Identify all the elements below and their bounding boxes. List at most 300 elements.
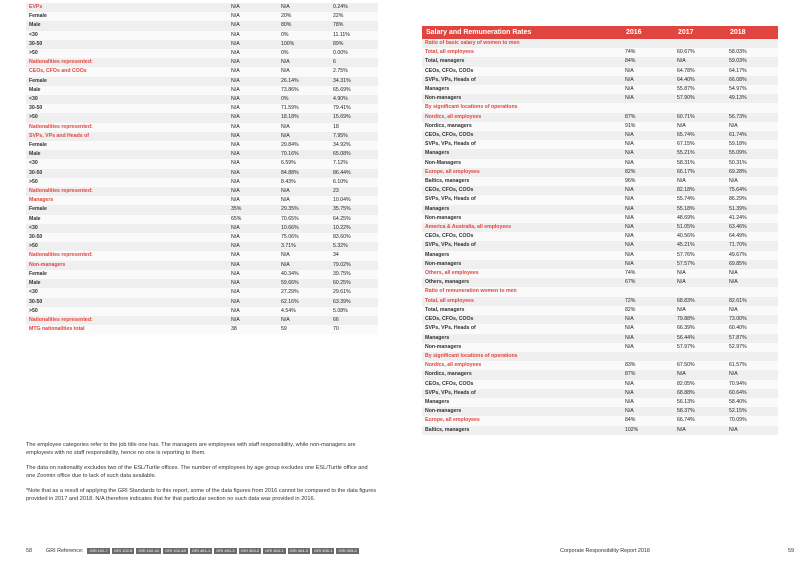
value-2017: 64.78% <box>674 67 726 76</box>
value-2017 <box>674 39 726 48</box>
value-2017: N/A <box>674 177 726 186</box>
row-label: SVPs, VPs and Heads of <box>26 132 228 141</box>
value-2018: 63.39% <box>330 298 378 307</box>
table-row <box>26 141 378 150</box>
left-footer <box>26 548 361 554</box>
value-2018: 0.00% <box>330 49 378 58</box>
value-2017: 64.40% <box>674 76 726 85</box>
table-row <box>26 49 378 58</box>
table-row <box>422 94 778 103</box>
table-row <box>422 39 778 48</box>
row-label: Baltics, managers <box>422 426 622 435</box>
value-2018: 5.08% <box>330 307 378 316</box>
value-2016: N/A <box>228 224 278 233</box>
value-2018: 79.02% <box>330 261 378 270</box>
value-2017: 29.84% <box>278 141 330 150</box>
value-2018: 65.69% <box>330 86 378 95</box>
value-2017: 10.66% <box>278 224 330 233</box>
value-2016: 87% <box>622 370 674 379</box>
row-label: Ratio of basic salary of women to men <box>422 39 622 48</box>
row-label: Female <box>26 12 228 21</box>
row-label: Managers <box>422 251 622 260</box>
row-label: By significant locations of operations <box>422 103 622 112</box>
table-row <box>26 233 378 242</box>
notes <box>26 441 378 510</box>
value-2017: 82.05% <box>674 380 726 389</box>
value-2017: 100% <box>278 40 330 49</box>
table-row <box>26 86 378 95</box>
header-2016: 2016 <box>622 26 674 39</box>
table-row <box>26 325 378 334</box>
value-2017: 68.83% <box>674 297 726 306</box>
table-row <box>422 315 778 324</box>
value-2018: 0.24% <box>330 3 378 12</box>
value-2016: N/A <box>622 389 674 398</box>
value-2017: 80% <box>278 21 330 30</box>
value-2018: 18 <box>330 123 378 132</box>
row-label: Managers <box>422 85 622 94</box>
value-2018 <box>726 39 778 48</box>
table-row <box>26 132 378 141</box>
row-label: <30 <box>26 288 228 297</box>
value-2018: 52.15% <box>726 407 778 416</box>
value-2016: N/A <box>622 380 674 389</box>
table-row <box>26 21 378 30</box>
value-2018: 55.09% <box>726 149 778 158</box>
value-2018: 89% <box>330 40 378 49</box>
value-2018: 7.12% <box>330 159 378 168</box>
value-2018: N/A <box>726 177 778 186</box>
value-2017: 84.88% <box>278 169 330 178</box>
value-2017: 75.06% <box>278 233 330 242</box>
value-2018: 2.75% <box>330 67 378 76</box>
row-label: Europe, all employees <box>422 416 622 425</box>
value-2017: 6.59% <box>278 159 330 168</box>
value-2017: 27.29% <box>278 288 330 297</box>
left-page-number: 58 <box>26 548 32 554</box>
value-2017: 55.87% <box>674 85 726 94</box>
row-label: CEOs, CFOs, COOs <box>422 232 622 241</box>
row-label: Total, managers <box>422 306 622 315</box>
table-row <box>26 58 378 67</box>
value-2017: 56.44% <box>674 334 726 343</box>
table-row <box>26 187 378 196</box>
value-2017 <box>674 103 726 112</box>
value-2016: N/A <box>228 187 278 196</box>
table-row <box>422 57 778 66</box>
row-label: Managers <box>422 334 622 343</box>
value-2017: 57.97% <box>674 343 726 352</box>
value-2017: 62.16% <box>278 298 330 307</box>
row-label: Nordics, managers <box>422 122 622 131</box>
value-2018 <box>726 103 778 112</box>
table-row <box>422 214 778 223</box>
value-2016: N/A <box>228 150 278 159</box>
value-2017: 66.39% <box>674 324 726 333</box>
value-2016: N/A <box>622 131 674 140</box>
value-2018: 75.64% <box>726 186 778 195</box>
table-row <box>26 298 378 307</box>
row-label: Nationalities represented: <box>26 123 228 132</box>
value-2016: N/A <box>622 223 674 232</box>
value-2016: N/A <box>228 132 278 141</box>
table-row <box>422 334 778 343</box>
row-label: Non-managers <box>26 261 228 270</box>
row-label: >50 <box>26 113 228 122</box>
gri-tag: GRI 403-2 <box>240 548 260 553</box>
value-2017 <box>674 352 726 361</box>
row-label: Nordics, all employees <box>422 113 622 122</box>
table-row <box>422 223 778 232</box>
table-row <box>422 324 778 333</box>
value-2017: 29.35% <box>278 205 330 214</box>
row-label: <30 <box>26 31 228 40</box>
table-row <box>422 260 778 269</box>
value-2017: 65.74% <box>674 131 726 140</box>
value-2018: 60.40% <box>726 324 778 333</box>
value-2018: 34.92% <box>330 141 378 150</box>
value-2018: 34.31% <box>330 77 378 86</box>
value-2017: 73.86% <box>278 86 330 95</box>
row-label: Nationalities represented: <box>26 251 228 260</box>
value-2017: 57.90% <box>674 94 726 103</box>
table-row <box>26 12 378 21</box>
value-2017: 59.66% <box>278 279 330 288</box>
row-label: Male <box>26 150 228 159</box>
table-row <box>26 270 378 279</box>
value-2016: N/A <box>228 141 278 150</box>
value-2018: 6.10% <box>330 178 378 187</box>
value-2018: 51.39% <box>726 205 778 214</box>
value-2017: 79.88% <box>674 315 726 324</box>
gri-tag: GRI 102-41 <box>138 548 160 553</box>
value-2017 <box>674 287 726 296</box>
table-row <box>422 85 778 94</box>
table-row <box>422 297 778 306</box>
row-label: CEOs, CFOs, COOs <box>422 67 622 76</box>
value-2016: N/A <box>228 95 278 104</box>
row-label: Nordics, managers <box>422 370 622 379</box>
table-row <box>422 149 778 158</box>
table-row <box>26 123 378 132</box>
value-2018: 64.25% <box>330 215 378 224</box>
value-2017: 58.37% <box>674 407 726 416</box>
row-label: SVPs, VPs, Heads of <box>422 241 622 250</box>
row-label: <30 <box>26 95 228 104</box>
value-2018: 54.97% <box>726 85 778 94</box>
table-row <box>422 380 778 389</box>
gri-tag: GRI 102-48 <box>165 548 186 553</box>
value-2017: 82.18% <box>674 186 726 195</box>
value-2017: N/A <box>278 3 330 12</box>
table-row <box>422 370 778 379</box>
value-2016: N/A <box>228 3 278 12</box>
value-2018 <box>726 352 778 361</box>
table-row <box>422 48 778 57</box>
value-2016: N/A <box>622 407 674 416</box>
table-row <box>26 31 378 40</box>
table-row <box>422 76 778 85</box>
table-row <box>26 104 378 113</box>
gri-reference-label: GRI Reference: <box>46 548 84 554</box>
value-2018: 65.08% <box>330 150 378 159</box>
value-2016: 87% <box>622 113 674 122</box>
value-2016: 67% <box>622 278 674 287</box>
row-label: Total, all employees <box>422 48 622 57</box>
value-2018: 58.40% <box>726 398 778 407</box>
table-row <box>422 122 778 131</box>
value-2016: N/A <box>228 196 278 205</box>
value-2016: N/A <box>622 159 674 168</box>
value-2018: 41.24% <box>726 214 778 223</box>
value-2017: 48.69% <box>674 214 726 223</box>
value-2018: 70 <box>330 325 378 334</box>
row-label: Non-managers <box>422 343 622 352</box>
value-2018 <box>726 287 778 296</box>
value-2016: N/A <box>228 169 278 178</box>
table-row <box>422 241 778 250</box>
table-row <box>26 178 378 187</box>
value-2016: N/A <box>228 40 278 49</box>
value-2016: N/A <box>228 178 278 187</box>
value-2018: 5.32% <box>330 242 378 251</box>
value-2018: 6 <box>330 58 378 67</box>
value-2016: N/A <box>228 113 278 122</box>
value-2018: 71.70% <box>726 241 778 250</box>
value-2017: N/A <box>278 261 330 270</box>
row-label: 30-50 <box>26 298 228 307</box>
row-label: Others, all employees <box>422 269 622 278</box>
value-2017: 67.15% <box>674 140 726 149</box>
value-2018: 86.44% <box>330 169 378 178</box>
row-label: Nationalities represented: <box>26 316 228 325</box>
value-2016: N/A <box>228 49 278 58</box>
row-label: CEOs, CFOs, COOs <box>422 186 622 195</box>
value-2016: 82% <box>622 168 674 177</box>
table-row <box>26 95 378 104</box>
table-row <box>422 205 778 214</box>
gri-tag: GRI 102-7 <box>89 548 108 553</box>
table-row <box>26 205 378 214</box>
row-label: Male <box>26 215 228 224</box>
table-row <box>422 131 778 140</box>
table-row <box>26 77 378 86</box>
value-2018: 39.75% <box>330 270 378 279</box>
row-label: Female <box>26 205 228 214</box>
value-2016 <box>622 103 674 112</box>
value-2018: 49.67% <box>726 251 778 260</box>
table-row <box>422 140 778 149</box>
value-2016: 96% <box>622 177 674 186</box>
table-row <box>26 196 378 205</box>
row-label: Non-managers <box>422 260 622 269</box>
gri-tag: GRI 401-1 <box>191 548 211 553</box>
value-2018: 56.73% <box>726 113 778 122</box>
value-2017: 66.74% <box>674 416 726 425</box>
table-row <box>26 40 378 49</box>
value-2018: 60.64% <box>726 389 778 398</box>
gri-tag: GRI 401-3 <box>216 548 235 553</box>
value-2017: 67.50% <box>674 361 726 370</box>
row-label: >50 <box>26 178 228 187</box>
value-2017: 60.67% <box>674 48 726 57</box>
row-label: Non-Managers <box>422 159 622 168</box>
value-2018: 63.46% <box>726 223 778 232</box>
value-2018: 79.41% <box>330 104 378 113</box>
table-row <box>422 352 778 361</box>
value-2017: N/A <box>278 196 330 205</box>
value-2018: 29.61% <box>330 288 378 297</box>
value-2016: N/A <box>622 76 674 85</box>
table-row <box>422 306 778 315</box>
row-label: >50 <box>26 242 228 251</box>
row-label: Others, managers <box>422 278 622 287</box>
value-2018: 59.18% <box>726 140 778 149</box>
row-label: Baltics, managers <box>422 177 622 186</box>
value-2017: 4.54% <box>278 307 330 316</box>
value-2016: N/A <box>622 214 674 223</box>
row-label: Nationalities represented: <box>26 187 228 196</box>
value-2016: N/A <box>228 67 278 76</box>
value-2018: 59.03% <box>726 57 778 66</box>
value-2018: 86.29% <box>726 195 778 204</box>
value-2017: N/A <box>278 58 330 67</box>
value-2016: 38 <box>228 325 278 334</box>
row-label: 30-50 <box>26 104 228 113</box>
value-2017: 40.34% <box>278 270 330 279</box>
header-2018: 2018 <box>726 26 778 39</box>
note-employee-categories: The employee categories refer to the job title one has. The managers are employees with staff responsibility, while non-managers are employees with no staff responsibility, hence no one is reporting to them. <box>26 442 356 456</box>
value-2017: 55.74% <box>674 195 726 204</box>
value-2018: N/A <box>726 122 778 131</box>
value-2017: 58.31% <box>674 159 726 168</box>
value-2018: 83.60% <box>330 233 378 242</box>
table-row <box>26 169 378 178</box>
row-label: Male <box>26 21 228 30</box>
value-2016: N/A <box>228 12 278 21</box>
value-2018: 52.97% <box>726 343 778 352</box>
right-footer <box>560 548 794 554</box>
value-2018: 49.13% <box>726 94 778 103</box>
row-label: Non-managers <box>422 214 622 223</box>
value-2017: 60.71% <box>674 113 726 122</box>
row-label: MTG nationalities total <box>26 325 228 334</box>
table-row <box>422 278 778 287</box>
table-row <box>26 279 378 288</box>
gri-tag: GRI 404-1 <box>265 548 284 553</box>
table-row <box>26 224 378 233</box>
value-2016: 82% <box>622 306 674 315</box>
row-label: <30 <box>26 159 228 168</box>
value-2016 <box>622 39 674 48</box>
value-2016: N/A <box>622 241 674 250</box>
value-2016: N/A <box>622 398 674 407</box>
value-2018: 10.22% <box>330 224 378 233</box>
table-title: Salary and Remuneration Rates <box>422 26 622 39</box>
row-label: >50 <box>26 49 228 58</box>
value-2016: N/A <box>622 260 674 269</box>
row-label: SVPs, VPs, Heads of <box>422 76 622 85</box>
value-2018: N/A <box>726 278 778 287</box>
value-2018: 34 <box>330 251 378 260</box>
value-2016: N/A <box>622 67 674 76</box>
value-2016: N/A <box>228 298 278 307</box>
value-2017: N/A <box>674 278 726 287</box>
value-2016: N/A <box>228 270 278 279</box>
value-2018: 35.75% <box>330 205 378 214</box>
table-row <box>26 67 378 76</box>
value-2017: 55.21% <box>674 149 726 158</box>
value-2017: 26.14% <box>278 77 330 86</box>
table-row <box>26 316 378 325</box>
table-row <box>422 232 778 241</box>
value-2016: N/A <box>228 123 278 132</box>
value-2016: N/A <box>622 232 674 241</box>
row-label: Managers <box>422 149 622 158</box>
row-label: Male <box>26 86 228 95</box>
value-2018: 73.00% <box>726 315 778 324</box>
table-row <box>422 177 778 186</box>
table-row <box>422 398 778 407</box>
value-2018: 66.08% <box>726 76 778 85</box>
value-2018: N/A <box>726 370 778 379</box>
value-2018: N/A <box>726 306 778 315</box>
row-label: SVPs, VPs, Heads of <box>422 389 622 398</box>
table-row <box>26 261 378 270</box>
value-2016: N/A <box>228 261 278 270</box>
row-label: Nordics, all employees <box>422 361 622 370</box>
workforce-diversity-table <box>26 3 378 334</box>
table-row <box>422 389 778 398</box>
table-row <box>422 416 778 425</box>
value-2018: 69.85% <box>726 260 778 269</box>
value-2016: N/A <box>228 77 278 86</box>
row-label: Female <box>26 77 228 86</box>
value-2018: 70.09% <box>726 416 778 425</box>
row-label: CEOs, CFOs, COOs <box>422 315 622 324</box>
value-2018: 23 <box>330 187 378 196</box>
row-label: Ratio of remuneration women to men <box>422 287 622 296</box>
row-label: 30-50 <box>26 40 228 49</box>
value-2016: N/A <box>228 21 278 30</box>
value-2018: 58.03% <box>726 48 778 57</box>
value-2018: 69.28% <box>726 168 778 177</box>
value-2016: 102% <box>622 426 674 435</box>
value-2016: N/A <box>622 140 674 149</box>
value-2018: 11.11% <box>330 31 378 40</box>
row-label: Managers <box>26 196 228 205</box>
value-2017: N/A <box>278 251 330 260</box>
value-2017: 8.43% <box>278 178 330 187</box>
value-2016 <box>622 352 674 361</box>
value-2017: N/A <box>278 67 330 76</box>
row-label: Male <box>26 279 228 288</box>
value-2016 <box>622 287 674 296</box>
value-2017: N/A <box>674 269 726 278</box>
table-row <box>26 307 378 316</box>
table-header-row <box>422 26 778 39</box>
gri-tag: GRI 102-8 <box>113 548 133 553</box>
value-2017: 3.71% <box>278 242 330 251</box>
value-2017: 68.88% <box>674 389 726 398</box>
table-row <box>26 288 378 297</box>
row-label: <30 <box>26 224 228 233</box>
value-2016: N/A <box>228 316 278 325</box>
row-label: 30-50 <box>26 169 228 178</box>
row-label: Total, managers <box>422 57 622 66</box>
value-2016: 74% <box>622 269 674 278</box>
value-2018: 61.57% <box>726 361 778 370</box>
